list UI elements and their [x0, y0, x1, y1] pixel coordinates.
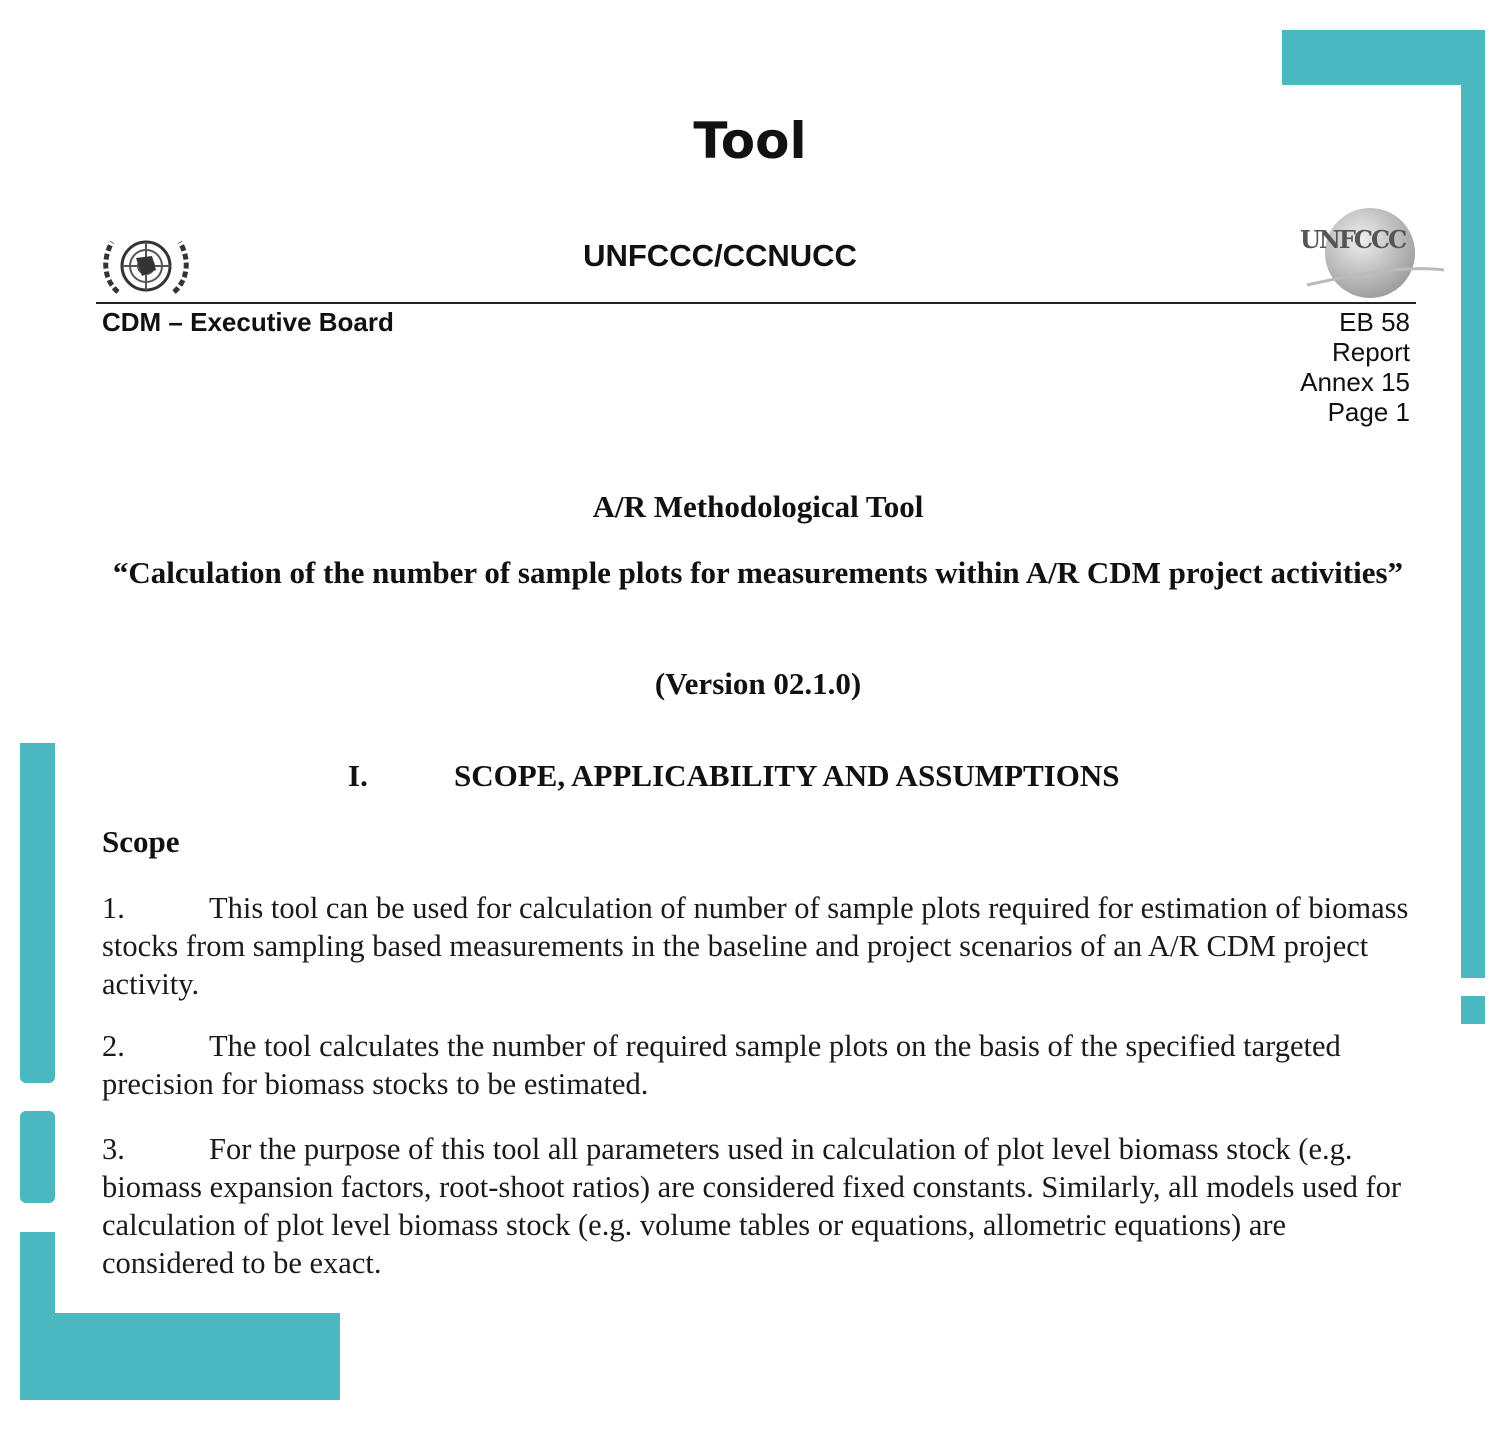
paragraph-text: For the purpose of this tool all parameters used in calculation of plot level biomass stock (e.g. biomass expansion factors, root-shoot ratios) are considered fixed constants. Similarly, all models used for calculation of plot level biomass stock (e.g. volume tables or equations, allometric equations) are considered to be exact.: [102, 1132, 1402, 1280]
paragraph-3: [102, 1130, 1412, 1282]
frame-left-bar-middle: [20, 1111, 55, 1203]
paragraph-2: [102, 1027, 1412, 1103]
paragraph-text: This tool can be used for calculation of number of sample plots required for estimation of biomass stocks from sampling based measurements in the baseline and project scenarios of an A/R CDM project activity.: [102, 891, 1409, 1001]
section-heading: [348, 758, 1120, 794]
executive-board-label: CDM – Executive Board: [102, 307, 394, 337]
unfccc-logo-text: UNFCCC: [1300, 225, 1406, 254]
section-number: I.: [348, 758, 368, 793]
document-meta: [1300, 307, 1410, 427]
frame-top-right-bar: [1282, 30, 1485, 85]
document-title: “Calculation of the number of sample plots for measurements within A/R CDM project activities”: [112, 555, 1404, 590]
document-header-code: UNFCCC/CCNUCC: [583, 238, 857, 273]
frame-bottom-left-bar: [20, 1313, 340, 1400]
subheading-scope: Scope: [102, 824, 180, 859]
page-heading: Tool: [693, 112, 807, 170]
paragraph-1: [102, 889, 1412, 1003]
paragraph-number: 3.: [102, 1132, 125, 1166]
frame-left-bar-upper: [20, 743, 55, 1083]
meta-page: Page 1: [1327, 397, 1410, 427]
frame-right-bar: [1461, 30, 1485, 978]
paragraph-number: 1.: [102, 891, 125, 925]
section-title: SCOPE, APPLICABILITY AND ASSUMPTIONS: [454, 758, 1120, 793]
frame-right-small-block: [1461, 996, 1485, 1024]
unfccc-logo: [1292, 205, 1447, 300]
header-rule: [96, 302, 1416, 304]
meta-report: Report: [1331, 337, 1410, 367]
paragraph-number: 2.: [102, 1029, 125, 1063]
meta-annex: Annex 15: [1300, 367, 1410, 397]
meta-eb: EB 58: [1339, 307, 1410, 337]
tool-label: A/R Methodological Tool: [592, 489, 924, 524]
document-version: (Version 02.1.0): [654, 666, 862, 701]
paragraph-text: The tool calculates the number of required sample plots on the basis of the specified targeted precision for biomass stocks to be estimated.: [102, 1029, 1341, 1101]
